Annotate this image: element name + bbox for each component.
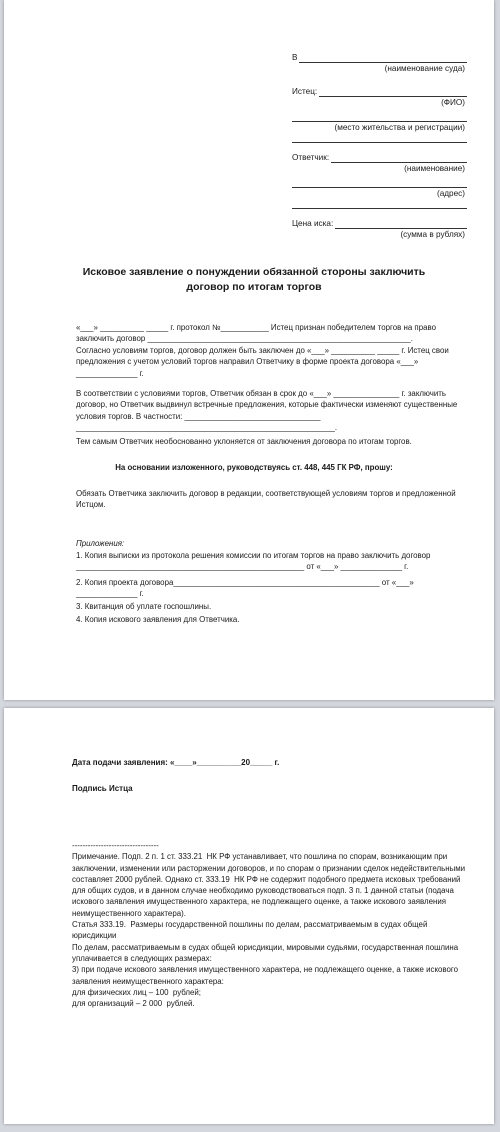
appendix-title: Приложения: bbox=[76, 539, 125, 548]
appendix-item: 1. Копия выписки из протокола решения комиссии по итогам торгов на право заключить договор ____________________________________________________ от «___» ______________ г. bbox=[76, 551, 433, 572]
basis-line: На основании изложенного, руководствуясь ст. 448, 445 ГК РФ, прошу: bbox=[115, 463, 393, 472]
footnote-separator: --------------------------------- bbox=[72, 841, 159, 850]
residence-line bbox=[292, 112, 467, 122]
defendant-caption: (наименование) bbox=[404, 164, 465, 173]
filing-date-line: Дата подачи заявления: «____»__________20_____ г. bbox=[72, 758, 280, 767]
address-caption: (адрес) bbox=[437, 189, 465, 198]
defendant-block bbox=[292, 152, 467, 209]
document-page-1 bbox=[4, 0, 494, 700]
footnote bbox=[72, 840, 467, 1009]
note-paragraph: Примечание. Подп. 2 п. 1 ст. 333.21 НК РФ устанавливает, что пошлина по спорам, возникающим при заключении, изменении или расторжении договоров, и по спорам о признании сделок недействительными составляет 2000 рублей. Однако ст. 333.19 НК РФ не содержит подобного предмета исковых требований для общих судов, и в данном случае необходимо руководствоваться подп. 3 п. 1 данной статьи (подача искового заявления имущественного характера, не подлежащего оценке, а также искового заявления неимущественного характера). bbox=[72, 852, 468, 918]
appendix-item: 4. Копия искового заявления для Ответчика. bbox=[76, 615, 240, 624]
document-title: Исковое заявление о понуждении обязанной стороны заключить договор по итогам торгов bbox=[82, 266, 426, 293]
plaintiff-caption: (ФИО) bbox=[441, 98, 465, 107]
residence-line-2 bbox=[292, 133, 467, 143]
paragraph-obligation: В соответствии с условиями торгов, Ответчик обязан в срок до «___» _______________ г. заключить договор, но Ответчик выдвинул встречные предложения, которые фактически изменяют существенные условия торгов. В частности: _______________________________ ___________________________________________________________. bbox=[76, 389, 460, 432]
note-paragraph: По делам, рассматриваемым в судах общей юрисдикции, мировыми судьями, государственная пошлина уплачивается в следующих размерах: bbox=[72, 942, 461, 963]
note-paragraph: 3) при подаче искового заявления имущественного характера, не подлежащего оценке, а также искового заявления неимущественного характера: bbox=[72, 965, 461, 986]
note-paragraph: для физических лиц – 100 рублей; bbox=[72, 987, 201, 997]
price-caption: (сумма в рублях) bbox=[400, 230, 465, 239]
court-line bbox=[292, 52, 467, 63]
plaintiff-block bbox=[292, 86, 467, 143]
defendant-line bbox=[292, 152, 467, 163]
price-label: Цена иска: bbox=[292, 219, 334, 228]
address-line-2 bbox=[292, 199, 467, 209]
court-block bbox=[292, 52, 467, 74]
defendant-label: Ответчик: bbox=[292, 153, 330, 162]
paragraph-evasion: Тем самым Ответчик необоснованно уклоняется от заключения договора по итогам торгов. bbox=[76, 437, 412, 446]
court-prefix: В bbox=[292, 53, 298, 62]
price-block bbox=[292, 218, 467, 240]
request-paragraph: Обязать Ответчика заключить договор в редакции, соответствующей условиям торгов и предложенной Истцом. bbox=[76, 489, 458, 510]
address-line bbox=[292, 178, 467, 188]
plaintiff-line bbox=[292, 86, 467, 97]
plaintiff-label: Истец: bbox=[292, 87, 318, 96]
appendix-item: 2. Копия проекта договора_______________________________________________ от «___» ______________ г. bbox=[76, 578, 416, 599]
note-paragraph: Статья 333.19. Размеры государственной пошлины по делам, рассматриваемым в судах общей юрисдикции bbox=[72, 920, 430, 941]
paragraph-terms: Согласно условиям торгов, договор должен быть заключен до «___» __________ _____ г. Истец свои предложения с учетом условий торгов направил Ответчику в форме проекта договора «___» ______________ г. bbox=[76, 346, 451, 378]
residence-caption: (место жительства и регистрации) bbox=[334, 123, 465, 132]
signature-line: Подпись Истца bbox=[72, 784, 133, 793]
price-line bbox=[292, 218, 467, 229]
note-paragraph: для организаций – 2 000 рублей. bbox=[72, 999, 195, 1009]
paragraph-protocol: «___» __________ _____ г. протокол №___________ Истец признан победителем торгов на право заключить договор ____________________________________________________________. bbox=[76, 323, 439, 344]
court-caption: (наименование суда) bbox=[384, 64, 465, 73]
appendix-item: 3. Квитанция об уплате госпошлины. bbox=[76, 602, 212, 611]
